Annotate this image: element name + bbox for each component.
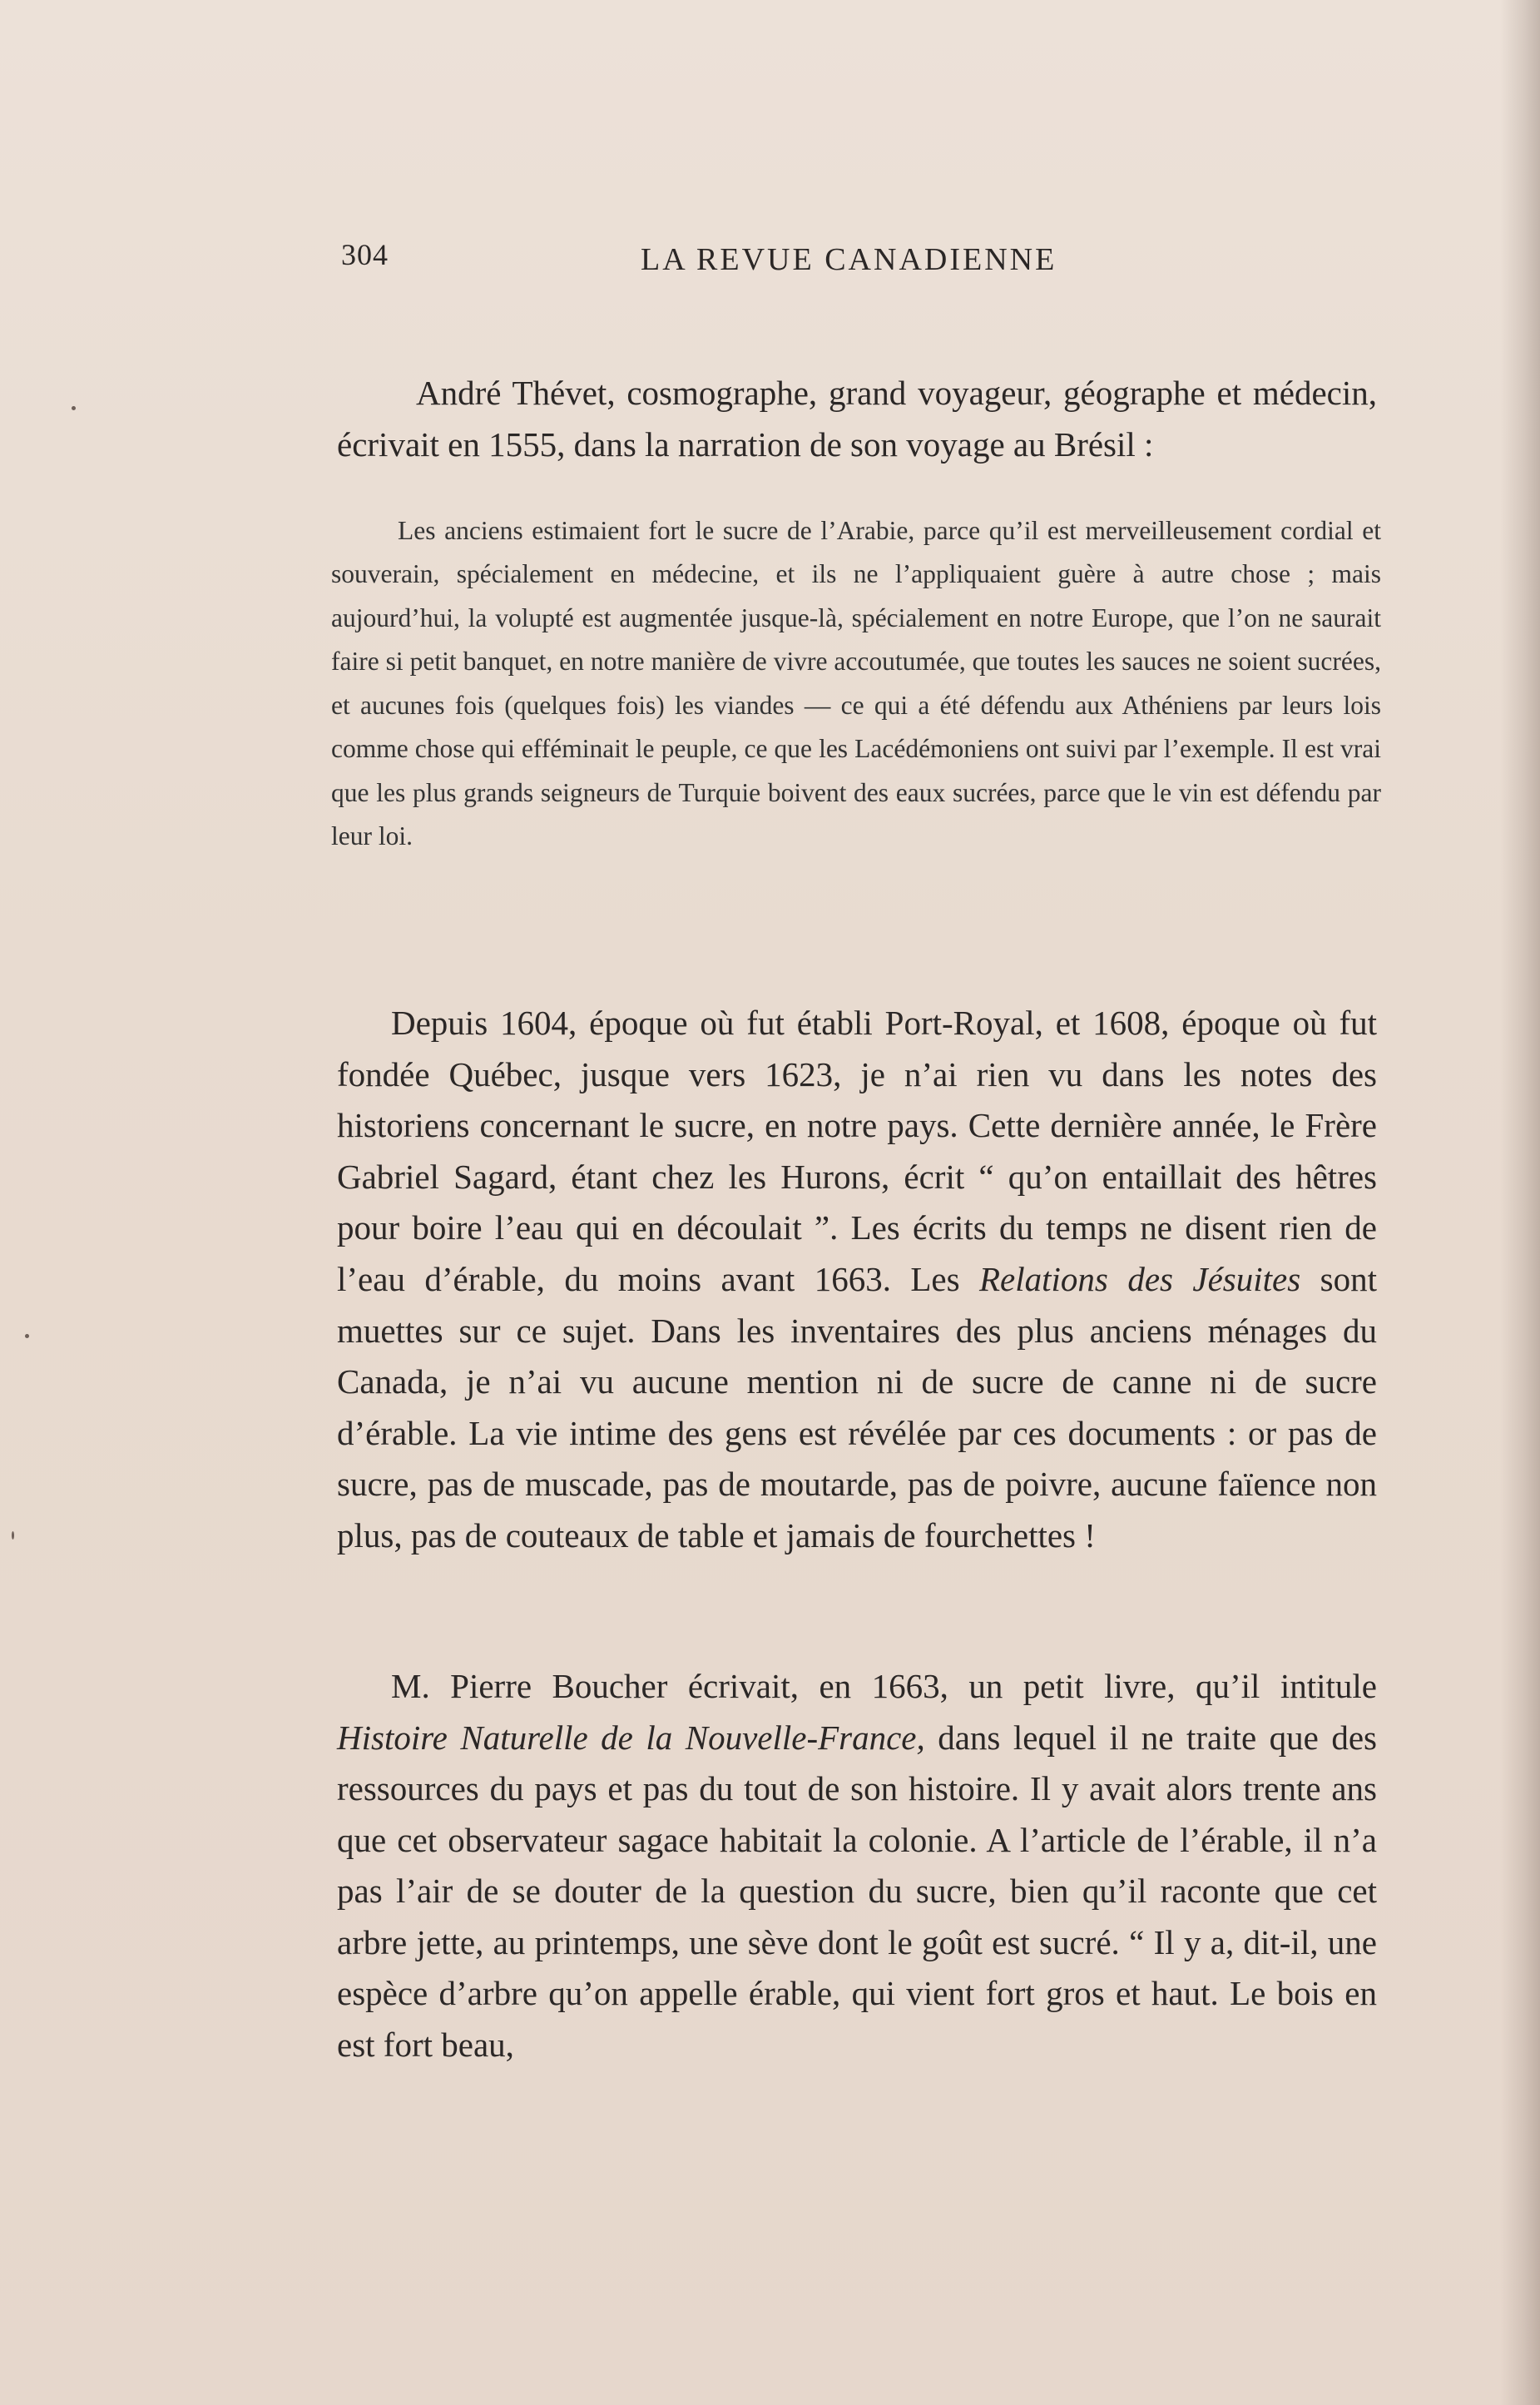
page-gutter-shadow (1500, 0, 1540, 2405)
page-header (341, 237, 1364, 287)
page-number: 304 (341, 238, 389, 271)
paper-speck (72, 406, 76, 410)
block-quote-thevet: Les anciens estimaient fort le sucre de l’Arabie, parce qu’il est merveilleusement cordial et souverain, spécialement en médecine, et ils ne l’appliquaient guère à autre chose ; mais aujourd’hui, la volupté est augmentée jusque-là, spécialement en notre Europe, que l’on ne saurait faire si petit banquet, en notre manière de vivre accoutumée, que toutes les sauces ne soient sucrées, et aucunes fois (quelques fois) les viandes — ce qui a été défendu aux Athéniens par leurs lois comme chose qui efféminait le peuple, ce que les Lacédémoniens ont suivi par l’exemple. Il est vrai que les plus grands seigneurs de Turquie boivent des eaux sucrées, parce que le vin est défendu par leur loi. (331, 515, 1381, 850)
running-title: LA REVUE CANADIENNE (641, 242, 1057, 277)
italic-title-histoire-naturelle: Histoire Naturelle de la Nouvelle-France, (337, 1718, 925, 1757)
paper-speck (25, 1334, 29, 1338)
paragraph-sugar-history (337, 998, 1377, 1562)
paragraph-2-text-a: Depuis 1604, époque où fut établi Port-Royal, et 1608, époque où fut fondée Québec, jusque vers 1623, je n’ai rien vu dans les notes des historiens concernant le sucre, en notre pays. Cette dernière année, le Frère Gabriel Sagard, étant chez les Hurons, écrit “ qu’on entaillait des hêtres pour boire l’eau qui en découlait ”. Les écrits du temps ne disent rien de l’eau d’érable, du moins avant 1663. Les (337, 1004, 1377, 1298)
paragraph-thevet-intro: André Thévet, cosmographe, grand voyageur, géographe et médecin, écrivait en 1555, dans la narration de son voyage au Brésil : (337, 374, 1377, 464)
paragraph-2-text-b: sont muettes sur ce sujet. Dans les inventaires des plus anciens ménages du Canada, je n’ai vu aucune mention ni de sucre de canne ni de sucre d’érable. La vie intime des gens est révélée par ces documents : or pas de sucre, pas de muscade, pas de moutarde, pas de poivre, aucune faïence non plus, pas de couteaux de table et jamais de fourchettes ! (337, 1259, 1377, 1555)
paragraph-3-text-b: dans lequel il ne traite que des ressources du pays et pas du tout de son histoire. Il y avait alors trente ans que cet observateur sagace habitait la colonie. A l’article de l’érable, il n’a pas l’air de se douter de la question du sucre, bien qu’il raconte que cet arbre jette, au printemps, une sève dont le goût est sucré. “ Il y a, dit-il, une espèce d’arbre qu’on appelle érable, qui vient fort gros et haut. Le bois en est fort beau, (337, 1718, 1377, 2064)
paper-speck (12, 1531, 14, 1540)
paragraph-boucher (337, 1661, 1377, 2070)
italic-title-relations: Relations des Jésuites (979, 1259, 1301, 1298)
paragraph-3-text-a: M. Pierre Boucher écrivait, en 1663, un petit livre, qu’il intitule (391, 1667, 1377, 1705)
